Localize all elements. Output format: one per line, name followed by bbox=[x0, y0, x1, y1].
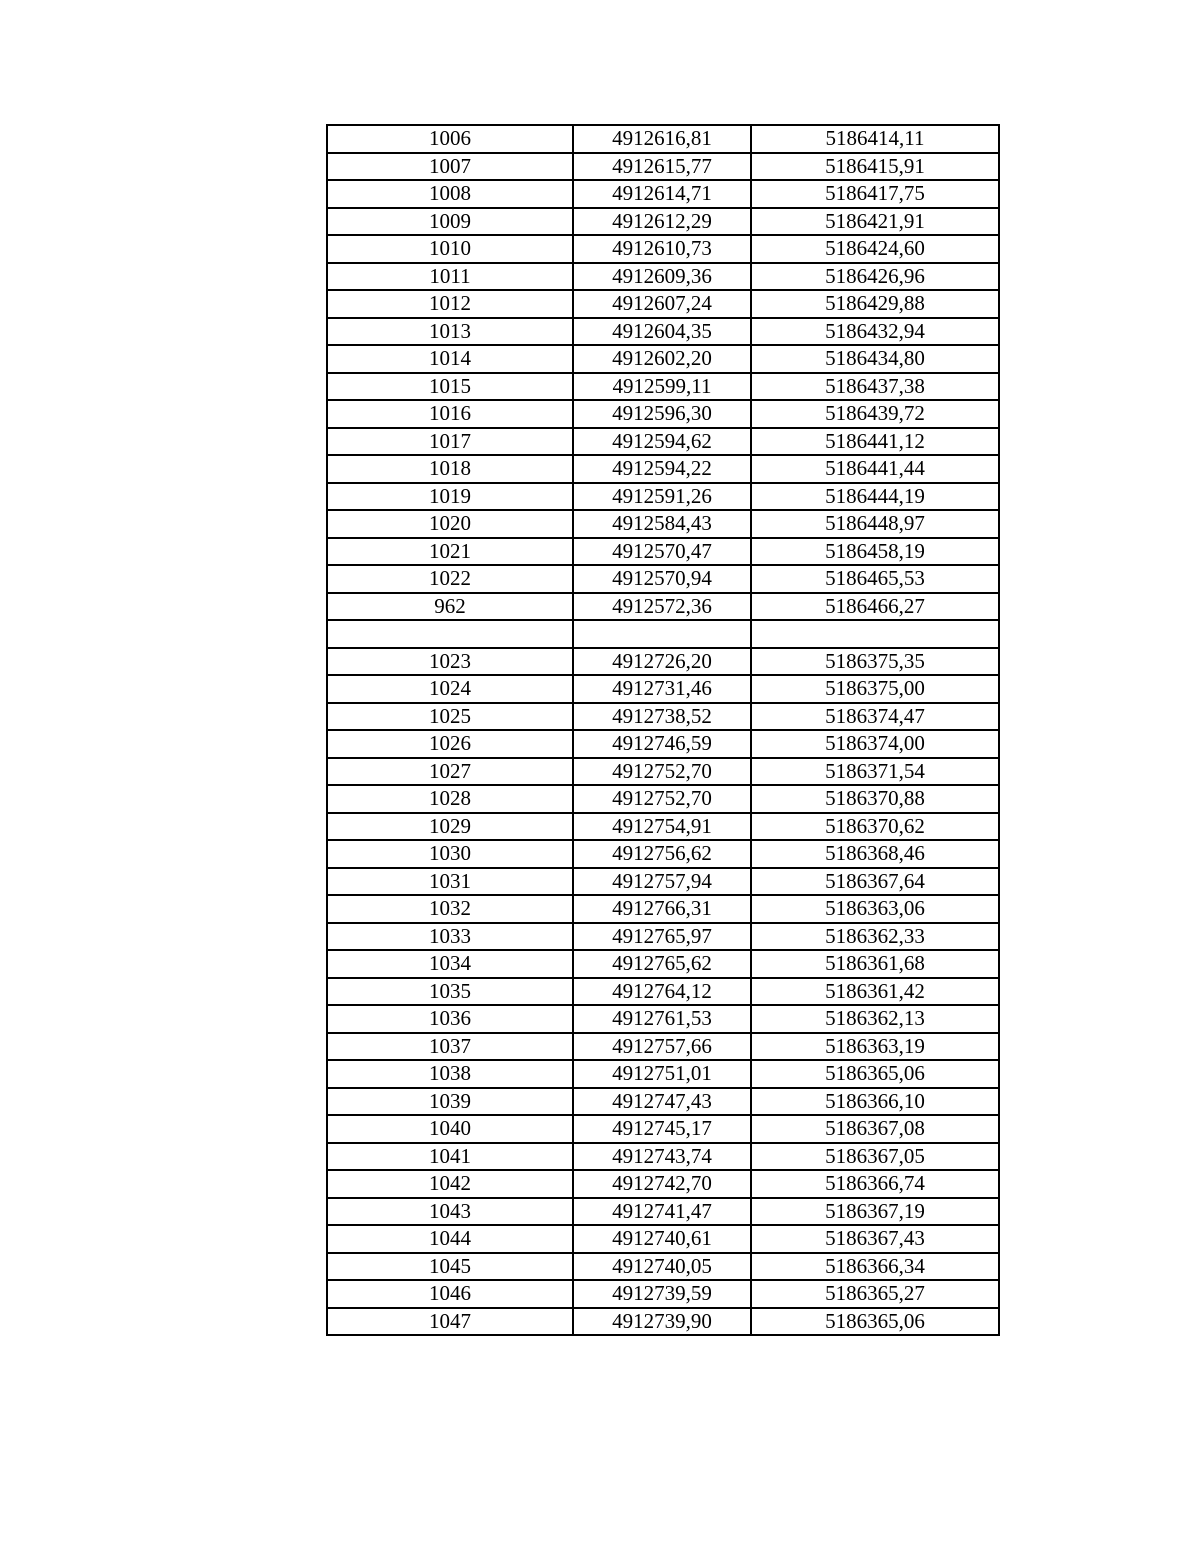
y-coordinate-cell: 5186365,06 bbox=[751, 1060, 999, 1088]
x-coordinate-cell: 4912594,62 bbox=[573, 428, 751, 456]
point-number-cell: 1043 bbox=[327, 1198, 573, 1226]
y-coordinate-cell: 5186417,75 bbox=[751, 180, 999, 208]
x-coordinate-cell: 4912594,22 bbox=[573, 455, 751, 483]
y-coordinate-cell: 5186439,72 bbox=[751, 400, 999, 428]
x-coordinate-cell: 4912761,53 bbox=[573, 1005, 751, 1033]
x-coordinate-cell: 4912765,97 bbox=[573, 923, 751, 951]
point-number-cell: 1014 bbox=[327, 345, 573, 373]
x-coordinate-cell: 4912599,11 bbox=[573, 373, 751, 401]
x-coordinate-cell: 4912765,62 bbox=[573, 950, 751, 978]
point-number-cell: 1046 bbox=[327, 1280, 573, 1308]
table-row bbox=[327, 153, 999, 181]
x-coordinate-cell: 4912572,36 bbox=[573, 593, 751, 621]
point-number-cell: 1010 bbox=[327, 235, 573, 263]
y-coordinate-cell: 5186370,62 bbox=[751, 813, 999, 841]
x-coordinate-cell: 4912747,43 bbox=[573, 1088, 751, 1116]
point-number-cell: 1029 bbox=[327, 813, 573, 841]
table-row bbox=[327, 1033, 999, 1061]
x-coordinate-cell: 4912616,81 bbox=[573, 125, 751, 153]
y-coordinate-cell: 5186367,05 bbox=[751, 1143, 999, 1171]
table-row bbox=[327, 318, 999, 346]
y-coordinate-cell: 5186432,94 bbox=[751, 318, 999, 346]
y-coordinate-cell: 5186367,19 bbox=[751, 1198, 999, 1226]
y-coordinate-cell: 5186458,19 bbox=[751, 538, 999, 566]
x-coordinate-cell: 4912726,20 bbox=[573, 648, 751, 676]
table-row bbox=[327, 813, 999, 841]
x-coordinate-cell: 4912741,47 bbox=[573, 1198, 751, 1226]
coordinates-table bbox=[326, 124, 1000, 1336]
x-coordinate-cell: 4912766,31 bbox=[573, 895, 751, 923]
table-row bbox=[327, 675, 999, 703]
point-number-cell: 1028 bbox=[327, 785, 573, 813]
point-number-cell: 1007 bbox=[327, 153, 573, 181]
x-coordinate-cell: 4912752,70 bbox=[573, 785, 751, 813]
table-row bbox=[327, 483, 999, 511]
table-row bbox=[327, 648, 999, 676]
table-row bbox=[327, 510, 999, 538]
x-coordinate-cell: 4912602,20 bbox=[573, 345, 751, 373]
table-row bbox=[327, 923, 999, 951]
point-number-cell: 1027 bbox=[327, 758, 573, 786]
table-row bbox=[327, 620, 999, 648]
y-coordinate-cell: 5186375,00 bbox=[751, 675, 999, 703]
table-row bbox=[327, 1225, 999, 1253]
point-number-cell: 1021 bbox=[327, 538, 573, 566]
x-coordinate-cell: 4912604,35 bbox=[573, 318, 751, 346]
x-coordinate-cell: 4912610,73 bbox=[573, 235, 751, 263]
y-coordinate-cell: 5186361,68 bbox=[751, 950, 999, 978]
table-row bbox=[327, 345, 999, 373]
y-coordinate-cell: 5186365,06 bbox=[751, 1308, 999, 1336]
y-coordinate-cell: 5186367,64 bbox=[751, 868, 999, 896]
point-number-cell: 1025 bbox=[327, 703, 573, 731]
y-coordinate-cell: 5186426,96 bbox=[751, 263, 999, 291]
x-coordinate-cell: 4912743,74 bbox=[573, 1143, 751, 1171]
y-coordinate-cell: 5186375,35 bbox=[751, 648, 999, 676]
table-row bbox=[327, 1280, 999, 1308]
table-row bbox=[327, 950, 999, 978]
point-number-cell: 1015 bbox=[327, 373, 573, 401]
point-number-cell: 1009 bbox=[327, 208, 573, 236]
table-row bbox=[327, 263, 999, 291]
table-row bbox=[327, 235, 999, 263]
point-number-cell: 1006 bbox=[327, 125, 573, 153]
table-row bbox=[327, 1005, 999, 1033]
x-coordinate-cell: 4912570,47 bbox=[573, 538, 751, 566]
y-coordinate-cell: 5186434,80 bbox=[751, 345, 999, 373]
x-coordinate-cell: 4912612,29 bbox=[573, 208, 751, 236]
x-coordinate-cell: 4912757,94 bbox=[573, 868, 751, 896]
point-number-cell: 1035 bbox=[327, 978, 573, 1006]
table-row bbox=[327, 1088, 999, 1116]
table-row bbox=[327, 455, 999, 483]
table-row bbox=[327, 1198, 999, 1226]
point-number-cell: 1022 bbox=[327, 565, 573, 593]
x-coordinate-cell: 4912596,30 bbox=[573, 400, 751, 428]
y-coordinate-cell: 5186441,44 bbox=[751, 455, 999, 483]
table-row bbox=[327, 125, 999, 153]
y-coordinate-cell: 5186366,10 bbox=[751, 1088, 999, 1116]
point-number-cell: 1020 bbox=[327, 510, 573, 538]
point-number-cell: 1044 bbox=[327, 1225, 573, 1253]
point-number-cell: 1023 bbox=[327, 648, 573, 676]
y-coordinate-cell: 5186363,19 bbox=[751, 1033, 999, 1061]
table-row bbox=[327, 1253, 999, 1281]
table-row bbox=[327, 1115, 999, 1143]
point-number-cell: 1017 bbox=[327, 428, 573, 456]
x-coordinate-cell: 4912746,59 bbox=[573, 730, 751, 758]
y-coordinate-cell: 5186448,97 bbox=[751, 510, 999, 538]
table-row bbox=[327, 1170, 999, 1198]
x-coordinate-cell: 4912742,70 bbox=[573, 1170, 751, 1198]
y-coordinate-cell bbox=[751, 620, 999, 648]
y-coordinate-cell: 5186370,88 bbox=[751, 785, 999, 813]
table-row bbox=[327, 373, 999, 401]
y-coordinate-cell: 5186429,88 bbox=[751, 290, 999, 318]
table-row bbox=[327, 428, 999, 456]
table-row bbox=[327, 758, 999, 786]
table-row bbox=[327, 895, 999, 923]
x-coordinate-cell bbox=[573, 620, 751, 648]
point-number-cell: 1031 bbox=[327, 868, 573, 896]
point-number-cell: 1008 bbox=[327, 180, 573, 208]
table-row bbox=[327, 978, 999, 1006]
point-number-cell: 1019 bbox=[327, 483, 573, 511]
x-coordinate-cell: 4912752,70 bbox=[573, 758, 751, 786]
x-coordinate-cell: 4912584,43 bbox=[573, 510, 751, 538]
x-coordinate-cell: 4912591,26 bbox=[573, 483, 751, 511]
y-coordinate-cell: 5186374,47 bbox=[751, 703, 999, 731]
table-row bbox=[327, 1308, 999, 1336]
y-coordinate-cell: 5186465,53 bbox=[751, 565, 999, 593]
x-coordinate-cell: 4912740,05 bbox=[573, 1253, 751, 1281]
point-number-cell: 1024 bbox=[327, 675, 573, 703]
x-coordinate-cell: 4912607,24 bbox=[573, 290, 751, 318]
point-number-cell: 1012 bbox=[327, 290, 573, 318]
table-row bbox=[327, 785, 999, 813]
x-coordinate-cell: 4912745,17 bbox=[573, 1115, 751, 1143]
table-row bbox=[327, 180, 999, 208]
x-coordinate-cell: 4912614,71 bbox=[573, 180, 751, 208]
table-row bbox=[327, 868, 999, 896]
point-number-cell: 1016 bbox=[327, 400, 573, 428]
x-coordinate-cell: 4912570,94 bbox=[573, 565, 751, 593]
table-row bbox=[327, 730, 999, 758]
y-coordinate-cell: 5186424,60 bbox=[751, 235, 999, 263]
point-number-cell: 1040 bbox=[327, 1115, 573, 1143]
table-row bbox=[327, 208, 999, 236]
y-coordinate-cell: 5186421,91 bbox=[751, 208, 999, 236]
x-coordinate-cell: 4912739,59 bbox=[573, 1280, 751, 1308]
point-number-cell: 1037 bbox=[327, 1033, 573, 1061]
x-coordinate-cell: 4912739,90 bbox=[573, 1308, 751, 1336]
y-coordinate-cell: 5186437,38 bbox=[751, 373, 999, 401]
table-body bbox=[327, 125, 999, 1335]
x-coordinate-cell: 4912764,12 bbox=[573, 978, 751, 1006]
y-coordinate-cell: 5186414,11 bbox=[751, 125, 999, 153]
table-row bbox=[327, 565, 999, 593]
y-coordinate-cell: 5186444,19 bbox=[751, 483, 999, 511]
point-number-cell: 1036 bbox=[327, 1005, 573, 1033]
y-coordinate-cell: 5186371,54 bbox=[751, 758, 999, 786]
y-coordinate-cell: 5186374,00 bbox=[751, 730, 999, 758]
point-number-cell: 1047 bbox=[327, 1308, 573, 1336]
x-coordinate-cell: 4912615,77 bbox=[573, 153, 751, 181]
point-number-cell: 962 bbox=[327, 593, 573, 621]
point-number-cell: 1034 bbox=[327, 950, 573, 978]
table-row bbox=[327, 840, 999, 868]
table-row bbox=[327, 290, 999, 318]
table-row bbox=[327, 1143, 999, 1171]
x-coordinate-cell: 4912757,66 bbox=[573, 1033, 751, 1061]
y-coordinate-cell: 5186367,08 bbox=[751, 1115, 999, 1143]
point-number-cell: 1039 bbox=[327, 1088, 573, 1116]
x-coordinate-cell: 4912738,52 bbox=[573, 703, 751, 731]
point-number-cell: 1026 bbox=[327, 730, 573, 758]
point-number-cell: 1038 bbox=[327, 1060, 573, 1088]
y-coordinate-cell: 5186365,27 bbox=[751, 1280, 999, 1308]
point-number-cell: 1033 bbox=[327, 923, 573, 951]
y-coordinate-cell: 5186441,12 bbox=[751, 428, 999, 456]
y-coordinate-cell: 5186366,74 bbox=[751, 1170, 999, 1198]
y-coordinate-cell: 5186361,42 bbox=[751, 978, 999, 1006]
table-row bbox=[327, 593, 999, 621]
y-coordinate-cell: 5186367,43 bbox=[751, 1225, 999, 1253]
table-row bbox=[327, 1060, 999, 1088]
y-coordinate-cell: 5186362,33 bbox=[751, 923, 999, 951]
point-number-cell: 1045 bbox=[327, 1253, 573, 1281]
y-coordinate-cell: 5186466,27 bbox=[751, 593, 999, 621]
point-number-cell: 1013 bbox=[327, 318, 573, 346]
x-coordinate-cell: 4912740,61 bbox=[573, 1225, 751, 1253]
point-number-cell: 1011 bbox=[327, 263, 573, 291]
y-coordinate-cell: 5186415,91 bbox=[751, 153, 999, 181]
table-row bbox=[327, 538, 999, 566]
point-number-cell bbox=[327, 620, 573, 648]
table-row bbox=[327, 703, 999, 731]
point-number-cell: 1042 bbox=[327, 1170, 573, 1198]
point-number-cell: 1032 bbox=[327, 895, 573, 923]
x-coordinate-cell: 4912754,91 bbox=[573, 813, 751, 841]
y-coordinate-cell: 5186363,06 bbox=[751, 895, 999, 923]
point-number-cell: 1030 bbox=[327, 840, 573, 868]
x-coordinate-cell: 4912756,62 bbox=[573, 840, 751, 868]
x-coordinate-cell: 4912609,36 bbox=[573, 263, 751, 291]
point-number-cell: 1018 bbox=[327, 455, 573, 483]
point-number-cell: 1041 bbox=[327, 1143, 573, 1171]
y-coordinate-cell: 5186366,34 bbox=[751, 1253, 999, 1281]
y-coordinate-cell: 5186368,46 bbox=[751, 840, 999, 868]
table-row bbox=[327, 400, 999, 428]
y-coordinate-cell: 5186362,13 bbox=[751, 1005, 999, 1033]
x-coordinate-cell: 4912751,01 bbox=[573, 1060, 751, 1088]
x-coordinate-cell: 4912731,46 bbox=[573, 675, 751, 703]
